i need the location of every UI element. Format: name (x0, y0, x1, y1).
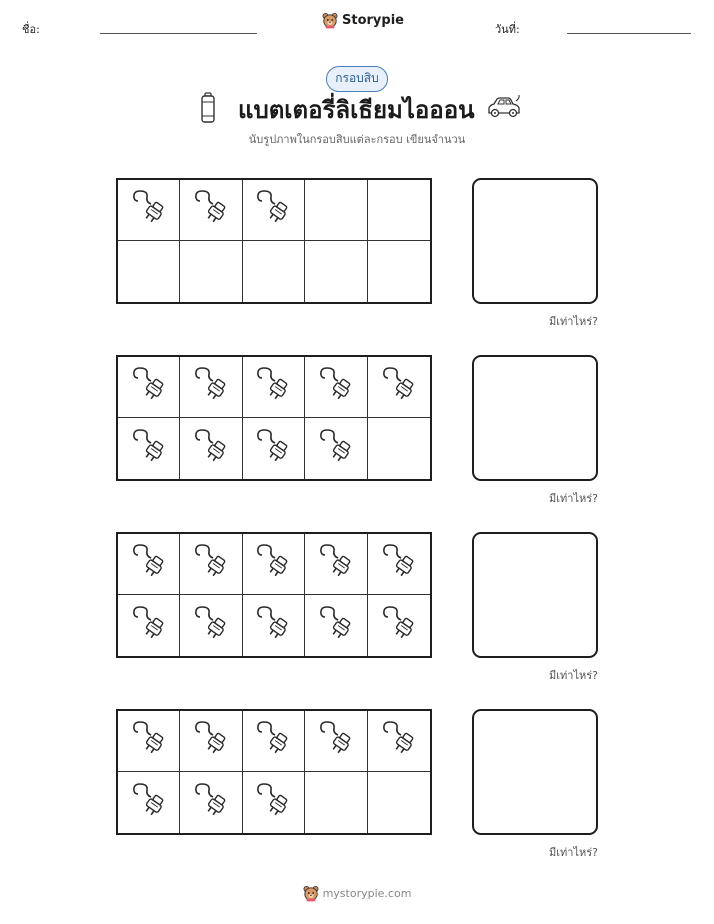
electric-plug-icon (379, 365, 419, 409)
ten-frame-cell (180, 534, 242, 595)
how-many-label: มีเท่าไหร่? (549, 669, 598, 682)
ten-frame-cell (118, 534, 180, 595)
ten-frame-cell (243, 418, 305, 479)
ten-frame-cell (118, 418, 180, 479)
ten-frame-cell (368, 711, 430, 772)
electric-plug-icon (129, 542, 169, 586)
electric-plug-icon (191, 365, 231, 409)
ten-frame-cell (180, 772, 242, 833)
answer-box[interactable] (472, 355, 598, 481)
electric-plug-icon (191, 781, 231, 825)
ten-frame-cell (243, 595, 305, 656)
ten-frame-cell (243, 711, 305, 772)
brand-name: Storypie (342, 13, 404, 28)
footer-url: mystorypie.com (322, 887, 412, 900)
ten-frame (116, 355, 432, 481)
electric-plug-icon (191, 427, 231, 471)
ten-frame-cell (305, 772, 367, 833)
ten-frame-cell (180, 357, 242, 418)
electric-plug-icon (379, 604, 419, 648)
how-many-label: มีเท่าไหร่? (549, 492, 598, 505)
footer (0, 885, 714, 902)
ten-frame-cell (243, 241, 305, 302)
date-line (567, 33, 691, 34)
ten-frame-cell (180, 241, 242, 302)
ten-frame-cell (305, 534, 367, 595)
how-many-label: มีเท่าไหร่? (549, 846, 598, 859)
ten-frame-cell (305, 357, 367, 418)
ten-frame-cell (368, 180, 430, 241)
bear-mascot-icon (303, 885, 319, 902)
electric-plug-icon (253, 427, 293, 471)
answer-box[interactable] (472, 178, 598, 304)
electric-plug-icon (253, 365, 293, 409)
ten-frame-cell (368, 772, 430, 833)
name-label: ชื่อ: (22, 23, 40, 36)
ten-frame-cell (368, 357, 430, 418)
electric-plug-icon (129, 365, 169, 409)
how-many-label: มีเท่าไหร่? (549, 315, 598, 328)
ten-frame-cell (180, 595, 242, 656)
brand-logo (322, 12, 404, 29)
electric-plug-icon (129, 427, 169, 471)
electric-plug-icon (316, 427, 356, 471)
electric-plug-icon (191, 719, 231, 763)
electric-plug-icon (253, 781, 293, 825)
name-line (100, 33, 257, 34)
ten-frame-cell (118, 595, 180, 656)
date-label: วันที่: (495, 23, 520, 36)
ten-frame-cell (243, 534, 305, 595)
electric-plug-icon (253, 604, 293, 648)
page-title: แบตเตอรี่ลิเธียมไอออน (238, 96, 475, 124)
ten-frame-cell (118, 357, 180, 418)
ten-frame (116, 709, 432, 835)
electric-plug-icon (253, 542, 293, 586)
ten-frame-cell (118, 711, 180, 772)
ten-frame-cell (305, 711, 367, 772)
answer-box[interactable] (472, 532, 598, 658)
ten-frame-cell (305, 180, 367, 241)
electric-plug-icon (316, 365, 356, 409)
ten-frame-cell (243, 180, 305, 241)
electric-plug-icon (316, 719, 356, 763)
ten-frame-cell (180, 711, 242, 772)
ten-frame-cell (305, 418, 367, 479)
electric-plug-icon (191, 604, 231, 648)
electric-plug-icon (129, 781, 169, 825)
ten-frame (116, 178, 432, 304)
electric-plug-icon (253, 719, 293, 763)
electric-plug-icon (191, 542, 231, 586)
instructions: นับรูปภาพในกรอบสิบแต่ละกรอบ เขียนจำนวน (248, 133, 466, 146)
electric-car-icon (486, 94, 522, 120)
electric-plug-icon (379, 542, 419, 586)
ten-frame-cell (368, 418, 430, 479)
ten-frame-cell (368, 534, 430, 595)
ten-frame-cell (368, 595, 430, 656)
electric-plug-icon (253, 188, 293, 232)
ten-frame-cell (368, 241, 430, 302)
ten-frame-cell (118, 241, 180, 302)
ten-frame (116, 532, 432, 658)
electric-plug-icon (191, 188, 231, 232)
ten-frame-cell (118, 772, 180, 833)
answer-box[interactable] (472, 709, 598, 835)
battery-icon (200, 92, 216, 124)
ten-frame-cell (180, 418, 242, 479)
ten-frame-cell (305, 595, 367, 656)
electric-plug-icon (316, 604, 356, 648)
electric-plug-icon (129, 188, 169, 232)
bear-mascot-icon (322, 12, 338, 29)
electric-plug-icon (129, 719, 169, 763)
ten-frame-cell (118, 180, 180, 241)
ten-frame-cell (243, 772, 305, 833)
ten-frame-cell (243, 357, 305, 418)
title-row (0, 90, 714, 130)
ten-frame-cell (305, 241, 367, 302)
ten-frame-cell (180, 180, 242, 241)
electric-plug-icon (379, 719, 419, 763)
ten-frame-badge: กรอบสิบ (326, 66, 388, 92)
electric-plug-icon (129, 604, 169, 648)
electric-plug-icon (316, 542, 356, 586)
